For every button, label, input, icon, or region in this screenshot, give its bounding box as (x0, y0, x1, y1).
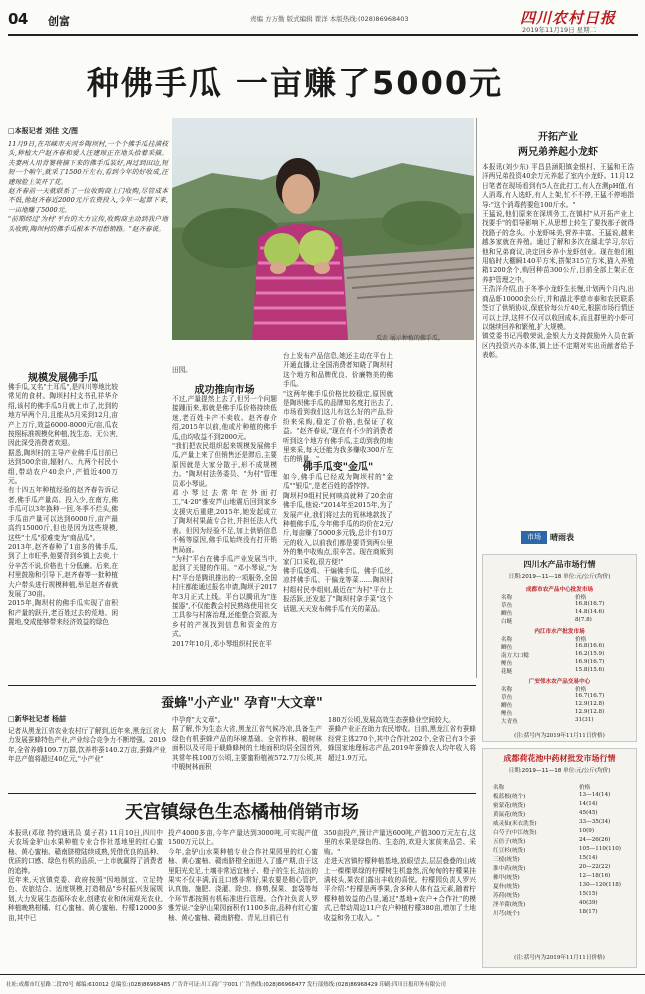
aquatic-market-table: 四川水产品市场行情 日期:2019—11—18 单位:元/公斤(均价) 成都市农产品中心批发市场 名称 价格 草鱼 16.8(16.7) 鲫鱼 14.8(14.6) 白鲢 8(7.8) 内江市水产批发市场 名称 价格 鲫鱼 16.8(16.6) 南方大口鲶 16.2(15.9) 鲤鱼 16.9(16.7) 花鲢 15.8(15.6) 广安邻水农产品交易中心 名称 价格 草鱼 16.7(16.7) 鲫鱼 12.9(12.8) 鲤鱼 12.9(12.8) 大青鱼 31(31) (注:括号内为2019年11月11日价格) (482, 554, 637, 742)
article2-headline: 蚕蜂"小产业" 孕育"大文章" (161, 696, 323, 711)
article2-top-rule (8, 685, 476, 686)
aquatic-title: 四川水产品市场行情 (523, 560, 596, 569)
col3-heading: 佛手瓜变"金瓜" (302, 462, 374, 473)
col2-heading: 成功推向市场 (194, 385, 255, 396)
col1-text: 佛手瓜,又名"土耳瓜",是四川等地比较常见的食材。陶坝村村支书孔祥华介绍,该村的佛手瓜5月就上市了,比到的地方早两个月,且能从5月采到12月,亩产上万斤,效益6000-8000元/亩,瓜农按照标准规模化种植,找生态、无公害,因此深受消费者欢迎。 据悉,陶坝村的主导产业佛手瓜目前已达到500余亩,辐射八、九两个村民小组,带动农户40余户,产值近400万元。 有十四五年种植经验的赵齐春告诉记者,佛手瓜产量高、投入少,在南方,佛手瓜可以3年换种一回,冬季不烂头,佛手瓜亩产量可以达到6000斤,亩产最高约15000斤,但也是因为这些规模,这些"土瓜"很难变为"商品瓜"。 2013年,赵齐春种了1亩多的佛手瓜,到了上市旺季,他要背到乡镇上去卖,十分辛苦不说,价格也十分低廉。后来,在村里鼓励和引导下,赵齐春等一批种植大户带头进行规模种植,举足赵齐春就发展了30亩。 2015年,陶坝村的佛手瓜实现了亩积和产量的跃升,老百姓过去的荒地、闲置地,变成能够带来经济效益的绿色 (8, 383, 118, 627)
col3-text: 台上发布产品信息,她还主动在平台上开通直播,让全国消费者知晓了陶坝村这个地方和品牌优良、价廉物美的佛手瓜。 "这两年佛手瓜价格比较稳定,原因就是陶坝佛手瓜的品牌知名度打出去了,市场看到我们这儿有这么好的产品,纷纷来采购,稳定了价格,也保证了收益。"赵齐春说,"现在有不少的消费者听到这个地方有佛手瓜,主动到我的地里来采,每天还能为我多赚收300斤左右的销量。" (283, 352, 393, 464)
side-divider (476, 118, 477, 678)
herb-market-table: 成都荷花池中药材批发市场行情 日期:2019—11—18 单位:元/公斤(均价) 名称 价格 板蓝根(统个) 13—14(14) 密蒙花(统货) 14(14) 黄鼠花(统货) 45(45) 威灵仙(米衣洗货) 33—35(34) 白芍子(中江统货) 10(9) 五倍子(统货) 24—26(26) 红豆杉(统货) 105—110(110) 三棱(统货) 15(14) 淮中药(统货) 20—22(22) 佛甲(统货) 12—18(16) 夏朴(统货) 130—120(118) 苏荷(统货) 15(15) 淫羊藿(统货) 40(39) 川芎(统个) 18(17) (注:括号内为2019年11月11日价格) (482, 748, 637, 968)
side-heading-2: 两兄弟养起小龙虾 (518, 147, 598, 158)
article2-col3: 180万公顷,发展高效生态蚕蜂业空间较大。 蚕蜂产业正在助力农民增收。目前,黑龙江省有蚕蜂经营主体270个,其中合作社202个,全省已有3个蚕蜂国家地理标志产品,2019年蚕蜂农人均年收入将超过1.9万元。 (328, 716, 476, 762)
page-number: 04 (8, 10, 28, 28)
aquatic-date: 日期:2019—11—18 单位:元/公斤(均价) (508, 574, 611, 580)
side-heading-1: 开拓产业 (538, 132, 578, 143)
section-name: 创富 (48, 15, 70, 28)
market-tab-right: 晴雨表 (550, 533, 574, 542)
article3-top-rule (8, 793, 476, 794)
market-tab-left: 市场 (521, 531, 547, 544)
lead-text: 11月9日,在邛崃市天河乡陶坝村,一个个佛手瓜挂满枝头,种植大户赵齐春和爱人汪建琼正在地头拾着采摘。夫妻两人用背篓将摘下来的佛手瓜装好,再过到田边,短短一个晌午,就采了1500斤左右,看到今年的好收成,汪建琼脸上笑开了花。 赵齐春前一天就联系了一位收购商上门收购,尽管成本不低,他赵齐春近2000元斤农资投入,今年一起算下来,一亩地赚了5000元。 "前期经过'为村'平台的大力宣传,收购商主动到我户地头收购,陶坝村的佛手瓜根本不用愁销路。"赵齐春说。 (8, 140, 168, 233)
article3-col2: 投产4000多亩,今年产量达到3000吨,可实现产值1500万元以上。 今年,金驴山水果种植专业合作社果园里的红心蜜柚、黄心蜜柚、赣南脐橙全面进入了盛产期,由于这里阳光充足,土壤非常适宜柚子、橙子的生长,结出的果实不仅丰满,而且口感非常好,果农要是精心管护,认真施、施肥、浇灌、除虫、修剪,保果、套袋等每个环节都按照有机标准进行管理。合作社负责人罗雅芳说:"金驴山果园面积有1100多亩,品种有红心蜜柚、黄心蜜柚、赣南脐橙、青见,目前已有 (168, 829, 318, 922)
article2-col1: 记者从黑龙江省农业农村厅了解到,近年来,黑龙江省大力发展蚕蜂特色产业,产业综合竞争力不断增强。2019年,全省养蜂109.7万群,饮养柞蚕140.2万亩,蚕蜂产业年总产值将超过40亿元,"小产业" (8, 727, 166, 764)
col3-text-2: 如今,佛手瓜已经成为陶坝村的"金瓜""银瓜",是老百姓的香饽饽。 陶坝村9组村民何映高就种了20余亩佛手瓜,他说:"2014年至2015年,为了发展产业,我们将过去的荒林地款找了种植佛手瓜,今年佛手瓜的均价在2元/斤,每亩赚了5000多元钱,总计有10万元的收入,以前我们都是要背到两公里外的集中收购点,很辛苦。现在商贩到家门口采收,很方便!" 佛手瓜烧鸡、干煸佛手瓜、佛手瓜丝,凉拌佛手瓜、干偏龙等菜……陶坝村村组村民李组则,最近在"为村"平台上报活跃,还发起了"陶坝村拿手菜"这个话题,天天发布佛手瓜有关的菜品。 (283, 473, 393, 613)
editor-meta: 责编 方万勤 版式编辑 瞿洋 本版热线:(028)86968403 (250, 15, 409, 23)
col2-text: 不过,产量提然上去了,但另一个问题接踵而来,那就是佛手瓜价格持续低迷,老百姓卡产不卖收。赵齐春介绍,2015年以前,他或片种植的佛手瓜,由均收益不到2000元。 "我们把农民组织起来规模发展佛手瓜,产量上来了但销售还是滞后,主要原因就是大家分散于,形不成规模力。"陶坝村法务委员、"为村"管理员邓小琴说。 邓小琴过去常年在外面打工,"4·20"雅安芦山地震后回到家乡支援灾后重建,2015年,她发起成立了陶坝村果蔬专合社,并担任法人代表。但因为经验不足,加上供销信息不畅等原因,佛手瓜始终没有打开销售局面。 "为村"平台在佛手瓜产业发展当中,起到了关键的作用。"邓小琴说,"为村"平台是腾讯推出的一项服务,全国村庄都能通过报名申请,陶坝于2017年3月正式上线。平台以腾讯为"连接器",不仅能教会村民熟练使用社交工具参与村落治理,还能整合资源,为乡村的产视找到信息和资金的方式。 2017年10月,邓小琴组织村民在平 (172, 395, 277, 648)
header-rule (8, 34, 638, 36)
issue-date: 2019年11月19日 星期二 (522, 26, 597, 34)
photo-caption: 瓜农 展示种植的佛手瓜。 (376, 335, 444, 342)
newspaper-brand: 四川农村日报 (520, 9, 617, 27)
herb-title: 成都荷花池中药材批发市场行情 (503, 754, 616, 763)
article3-headline: 天宫镇绿色生态橘柚俏销市场 (125, 802, 359, 823)
article3-col1: 本报讯(邓琼 特约通讯员 莫子君) 11月10日,四川中天农场金驴山水果种植专业合作社基地里的红心蜜柚、黄心蜜柚、赣南脐橙陆续成熟,凭借优良的品种、优质的口感、绿色有机的品质,一上市就赢得了消费者的追捧。 近年来,天宫镇党委、政府按照"因地制宜、立足特色、农旅结合、适度规模,打造精品"乡村振兴发展规划,大力发展生态循环农业,创建农业和休闲观光农业,种植晚熟柑橘、红心蜜柚、黄心蜜柚、柠檬12000多亩,其中已 (8, 829, 163, 922)
page-footer: 社址:成都市红星路二段70号 邮编:610012 总编室:(028)86968485 广告许可证:川工商广字001 广告热线:(028)86968477 发行部热线:(028)86968429 印刷:四川日报印务有限公司 (0, 974, 645, 994)
lead-byline: □本报记者 刘佳 文/图 (8, 126, 79, 135)
article2-byline: □新华社记者 杨喆 (8, 714, 67, 723)
col1-heading: 规模发展佛手瓜 (28, 373, 98, 384)
article3-col3: 350亩投产,预计产量达600吨,产值300万元左右,这里的水果是绿色的、生态的,欢迎大家前来品尝、采购。" 走进天宫镇柠檬种植基地,放眼望去,层层叠叠的山坡上一棵棵翠绿的柠檬树生机盎然,沉甸甸的柠檬果挂满枝头,果农们露出丰收的喜悦。柠檬园负责人罗兴平介绍:"柠檬是两季果,含多种人体有益元素,随着柠檬种植效益的凸显,通过"基地+农户+合作社"的模式,已带动周边11户农户种植柠檬380亩,增加了土地收益和务工收入。" (324, 829, 476, 922)
side-text: 本报讯(刘少东) 平昌县涵阳镇金银村、王猛和王浩洋两兄弟投资40余万元养起了室内小龙虾。11月12日笔者在现场看到有5人在此打工,有人在测pH值,有人消毒,有人选虾,有人上架,忙不不停,王猛不停地指导:"这个消毒药要危100斤水。" 王猛说,他们原来在深圳务工,在镇村"从开拓产业上找要手"的倡导影响下,从思想上转生了要找那子就得找路子的念头。小龙虾味美,营养丰富、王猛说,越来越多家就在养殖。通过了解和多次在湖北学习,尔后他和兄弟商议,决定回乡养小龙虾创业。现在他们租用临时大棚瞬140平方米,搭架315立方米,猫入养殖箱1200余个,购回种苗300公斤,目前全部上架正在养护管理之中。 王浩洋介绍,由于冬季小龙虾生长慢,计划两个月内,出商品虾10000余公斤,并和湖北季慈市泰和农民联系签订了供销协议,保底价每公斤40元,根据市场行情还可以上浮,这样不仅可以收回成本,而且群里的小虾可以继续回养和繁殖,扩大规模。 镇党委书记冯敬荣说,金银大力支持鼓励外入员在新区内投资兴办本体,镇上还不定期对实出贡献者给予表彰。 (482, 163, 634, 360)
farmer-photo (172, 118, 474, 340)
article2-col2: 中孕育"大文章"。 据了解,作为生态大省,黑龙江省气候冷凉,具备生产绿色有机蚕蜂产品的环境基础、全省柞林、椴树林面积以及可用于载蜂蜂树的土地面积均居全国首列,其常年株100万公顷,主要蜜粉植被572.7万公顷,其中椴树林面积 (172, 716, 322, 772)
main-headline: 种佛手瓜 一亩赚了5000元 (86, 64, 504, 102)
col2-lead-text: 田园。 (172, 366, 192, 374)
herb-date: 日期:2019—11—18 单位:元/公斤(均价) (508, 768, 611, 774)
